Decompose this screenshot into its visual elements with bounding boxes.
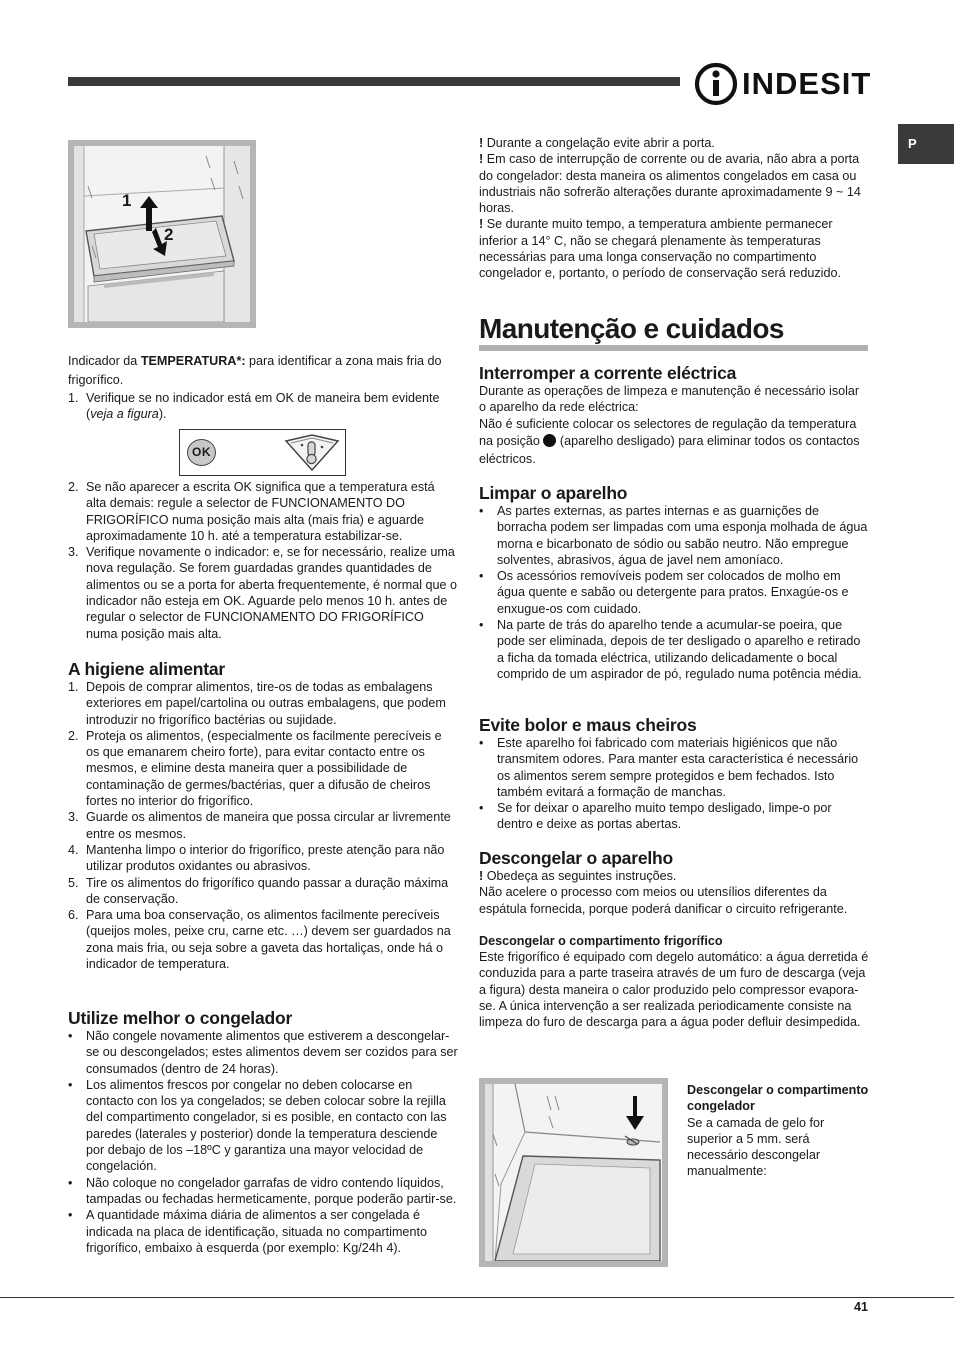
list-item-text: Se for deixar o aparelho muito tempo desligado, limpe-o por dentro e deixe as portas abertas. (497, 801, 832, 832)
figure-label-1: 1 (122, 191, 132, 210)
list-number: 1. (68, 391, 79, 405)
list-number: 4. (68, 842, 79, 857)
language-tab (898, 124, 954, 164)
list-item (68, 728, 458, 809)
step-1-text: Verifique se no indicador está em OK de maneira bem evidente ( (86, 391, 440, 422)
list-item (68, 479, 458, 544)
indicator-intro (68, 352, 456, 390)
defrost-freezer-title: Descongelar o compartimento congelador (687, 1083, 869, 1114)
power-text-2b: (aparelho desligado) para eliminar todos os contactos eléctricos. (479, 434, 860, 466)
clean-title: Limpar o aparelho (479, 483, 628, 503)
footer-rule (0, 1297, 954, 1298)
warning-mark: ! (479, 152, 484, 167)
list-number: 2. (68, 480, 79, 494)
list-item (479, 735, 869, 800)
defrost-fridge-text: Este frigorífico é equipado com degelo automático: a água derretida é conduzida para a parte traseira através de um furo de descarga (veja a figura) desta maneira o calor produzido pelo compressor evapora-se. A única intervenção a ser realizada periodicamente consiste na limpeza do furo de descarga para a água poder defluir desimpedida. (479, 950, 869, 1030)
defrost-fridge-title: Descongelar o compartimento frigorífico (479, 933, 723, 948)
warning-mark: ! (479, 136, 484, 150)
temperature-indicator-section (68, 352, 456, 423)
power-text-1: Durante as operações de limpeza e manutenção é necessário isolar o aparelho da rede eléctrica: (479, 384, 860, 415)
hygiene-list (68, 679, 458, 972)
mould-list (479, 735, 869, 833)
freezer-title: Utilize melhor o congelador (68, 1008, 293, 1028)
list-item (479, 617, 869, 682)
bullet-glyph: • (68, 1208, 73, 1223)
freezer-list (68, 1028, 458, 1256)
bullet-glyph: • (68, 1077, 73, 1092)
list-item (68, 875, 458, 908)
list-item-text: Proteja os alimentos, (especialmente os facilmente perecíveis e os que emanarem cheiro forte), para evitar contacto entre os mesmos, e elimine desta maneira quer a possibilidade de contaminação de germes/bactérias, quer a difusão de cheiros fortes no interior do frigorífico. (86, 728, 442, 809)
indicator-intro-text: Indicador da (68, 354, 141, 368)
list-number: 5. (68, 875, 79, 890)
power-text-2 (479, 416, 869, 469)
bullet-glyph: • (479, 569, 484, 584)
main-title: Manutenção e cuidados (479, 313, 784, 344)
list-number: 3. (68, 810, 79, 825)
list-item-text: Os acessórios removíveis podem ser colocados de molho em água quente e sabão ou detergente para pratos. Enxagúe-os e enxugue-os com cuidado. (497, 569, 849, 616)
main-title-block (479, 312, 868, 351)
warnings-list (479, 135, 869, 282)
indicator-step-1 (68, 390, 456, 423)
brand-name: INDESIT (742, 66, 872, 101)
thermometer-shield-icon (283, 433, 341, 473)
figure-label-2: 2 (164, 225, 174, 244)
bullet-glyph: • (479, 736, 484, 750)
list-item (68, 1028, 458, 1077)
indicator-temperature-label: TEMPERATURA*: (140, 354, 246, 368)
warning-paragraph (479, 135, 869, 151)
list-item-text: Guarde os alimentos de maneira que possa circular ar livremente entre os mesmos. (86, 810, 451, 841)
defrost-text: Não acelere o processo com meios ou utensílios diferentes da espátula fornecida, porque poderá danificar o circuito refrigerante. (479, 885, 848, 916)
hygiene-title: A higiene alimentar (68, 659, 225, 679)
list-item (479, 503, 869, 568)
list-item (68, 1207, 458, 1256)
hygiene-section (68, 659, 458, 972)
indicator-steps-list (68, 479, 458, 642)
bullet-glyph: • (68, 1175, 73, 1190)
freezer-defrost-illustration (485, 1084, 662, 1261)
mould-section (479, 715, 869, 833)
list-item (68, 1077, 458, 1175)
language-tab-label: P (908, 136, 917, 151)
clean-list (479, 503, 869, 682)
bullet-glyph: • (479, 618, 484, 633)
warning-text: Em caso de interrupção de corrente ou de avaria, não abra a porta do congelador: desta maneira os alimentos congelados em casa ou industriais não sofrerão alterações durante aproximadamente 9 ~ 14 horas. (479, 152, 861, 216)
bullet-glyph: • (68, 1029, 73, 1043)
freezer-section (68, 1008, 458, 1256)
list-number: 2. (68, 728, 79, 743)
defrost-freezer-text: Se a camada de gelo for superior a 5 mm. será necessário descongelar manualmente: (687, 1115, 825, 1179)
warning-paragraph (479, 151, 869, 216)
figure-shelf-removal (68, 140, 256, 328)
ok-indicator-figure (179, 429, 346, 476)
list-item-text: Mantenha limpo o interior do frigorífico, preste atenção para não utilizar produtos oxidantes ou abrasivos. (86, 842, 445, 874)
freezer-defrost-caption (687, 1082, 872, 1180)
warning-text: Se durante muito tempo, a temperatura ambiente permanecer inferior a 14° C, não se chegará plenamente às temperaturas necessárias para uma longa conservação no compartimento congelador e, portanto, o período de conservação será reduzido. (479, 217, 841, 281)
mould-title: Evite bolor e maus cheiros (479, 715, 697, 735)
warning-text: Durante a congelação evite abrir a porta. (483, 136, 715, 150)
list-item (479, 568, 869, 617)
list-item-text: Se não aparecer a escrita OK significa que a temperatura está alta demais: regule a selector de FUNCIONAMENTO DO FRIGORÍFICO numa posição mais alta (mais fria) e aguarde aproximadamente 10 h. até a temperatura estabilizar-se. (86, 480, 435, 543)
list-item-text: Na parte de trás do aparelho tende a acumular-se poeira, que pode ser eliminada, depois de ter desligado o aparelho e retirado a ficha da tomada eléctrica, utilizando delicadamente o bocal comprido de um aspirador de pó, regulado numa potência média. (497, 618, 862, 681)
list-item-text: Depois de comprar alimentos, tire-os de todas as embalagens exteriores em papel/cartolina ou outras embalagens, que podem introduzir no frigorífico bactérias ou sujidade. (86, 680, 446, 727)
figure-freezer-defrost (479, 1078, 668, 1267)
list-item-text: Los alimentos frescos por congelar no deben colocarse en contacto con los ya congelados; se deben colocar sobre la rejilla del compartimento congelador, si es posible, en contacto con las paredes (laterales y posterior) donde la temperatura desciende por debajo de los –18ºC y garantiza una mayor velocidad de congelación. (86, 1077, 447, 1174)
list-item-text: Tire os alimentos do frigorífico quando passar a duração máxima de conservação. (86, 875, 449, 906)
list-item (68, 679, 458, 728)
list-number: 3. (68, 545, 79, 560)
brand-logo (694, 62, 870, 106)
list-item (479, 800, 869, 833)
bullet-glyph: • (479, 801, 484, 816)
defrost-title: Descongelar o aparelho (479, 848, 673, 868)
list-item-text: Para uma boa conservação, os alimentos facilmente perecíveis (queijos moles, peixe cru, carne etc. …) devem ser guardados na zona mais fria, ou seja sobre a gaveta das hortaliças, onde há o indicador de temperatura. (86, 908, 451, 972)
list-item (68, 1175, 458, 1208)
list-item-text: Não congele novamente alimentos que estiverem a descongelar-se ou descongelados; estes alimentos devem ser cozidos para ser consumados (dentro de 24 horas). (86, 1029, 458, 1076)
list-item (68, 544, 458, 642)
list-number: 6. (68, 908, 79, 923)
warning-mark: ! (479, 217, 484, 232)
bullet-glyph: • (479, 504, 484, 518)
list-item (68, 907, 458, 972)
indicator-intro-text-end: para identificar a zona mais fria do frigorífico. (68, 354, 442, 387)
ok-indicator-label: OK (192, 445, 211, 459)
list-item (68, 390, 456, 423)
page-number: 41 (853, 1300, 868, 1314)
power-text-2a: Não é suficiente colocar os selectores de regulação da temperatura na posição (479, 416, 857, 449)
defrost-note-text: Obedeça as seguintes instruções. (483, 869, 677, 883)
warning-paragraph (479, 216, 869, 281)
warning-mark: ! (479, 869, 484, 883)
list-item-text: A quantidade máxima diária de alimentos a ser congelada é indicada na placa de identificação, situada no compartimento frigorífico, embaixo à esquerda (por exemplo: Kg/24h 4). (86, 1208, 427, 1255)
off-position-icon (543, 434, 556, 447)
list-item (68, 842, 458, 875)
warnings-section (479, 135, 869, 282)
indicator-steps (68, 479, 458, 642)
defrost-section (479, 848, 869, 1031)
step-1-text-end: ). (158, 407, 167, 422)
defrost-note (479, 868, 869, 884)
list-item-text: Verifique novamente o indicador: e, se for necessário, realize uma nova regulação. Se forem guardadas grandes quantidades de alimentos ou se a porta for aberta frequentemente, é normal que o indicador não esteja em OK. Aguarde pelo menos 10 h. antes de regular o selector de FUNCIONAMENTO DO FRIGORÍFICO numa posição mais alta. (86, 545, 458, 641)
header-rule (68, 77, 680, 86)
list-item-text: Não coloque no congelador garrafas de vidro contendo líquidos, tampadas ou fechadas hermeticamente, porque poderão partir-se. (86, 1175, 457, 1206)
list-number: 1. (68, 680, 79, 694)
clean-section (479, 483, 869, 682)
ok-indicator-badge (187, 439, 216, 466)
step-1-figure-ref: veja a figura (90, 407, 159, 422)
list-item-text: Este aparelho foi fabricado com materiais higiénicos que não transmitem odores. Para manter esta característica é necessário os alimentos serem sempre protegidos e bem fechados. Isto também evitará a formação de manchas. (497, 736, 859, 799)
shelf-removal-illustration (74, 146, 250, 322)
power-title: Interromper a corrente eléctrica (479, 363, 737, 383)
power-section (479, 363, 869, 468)
list-item-text: As partes externas, as partes internas e as guarnições de borracha podem ser limpadas com uma esponja molhada de água morna e bicarbonato de sódio ou sabão neutro. Não empregue solventes, abrasivos, água de javel nem amoníaco. (497, 504, 868, 567)
list-item (68, 809, 458, 842)
